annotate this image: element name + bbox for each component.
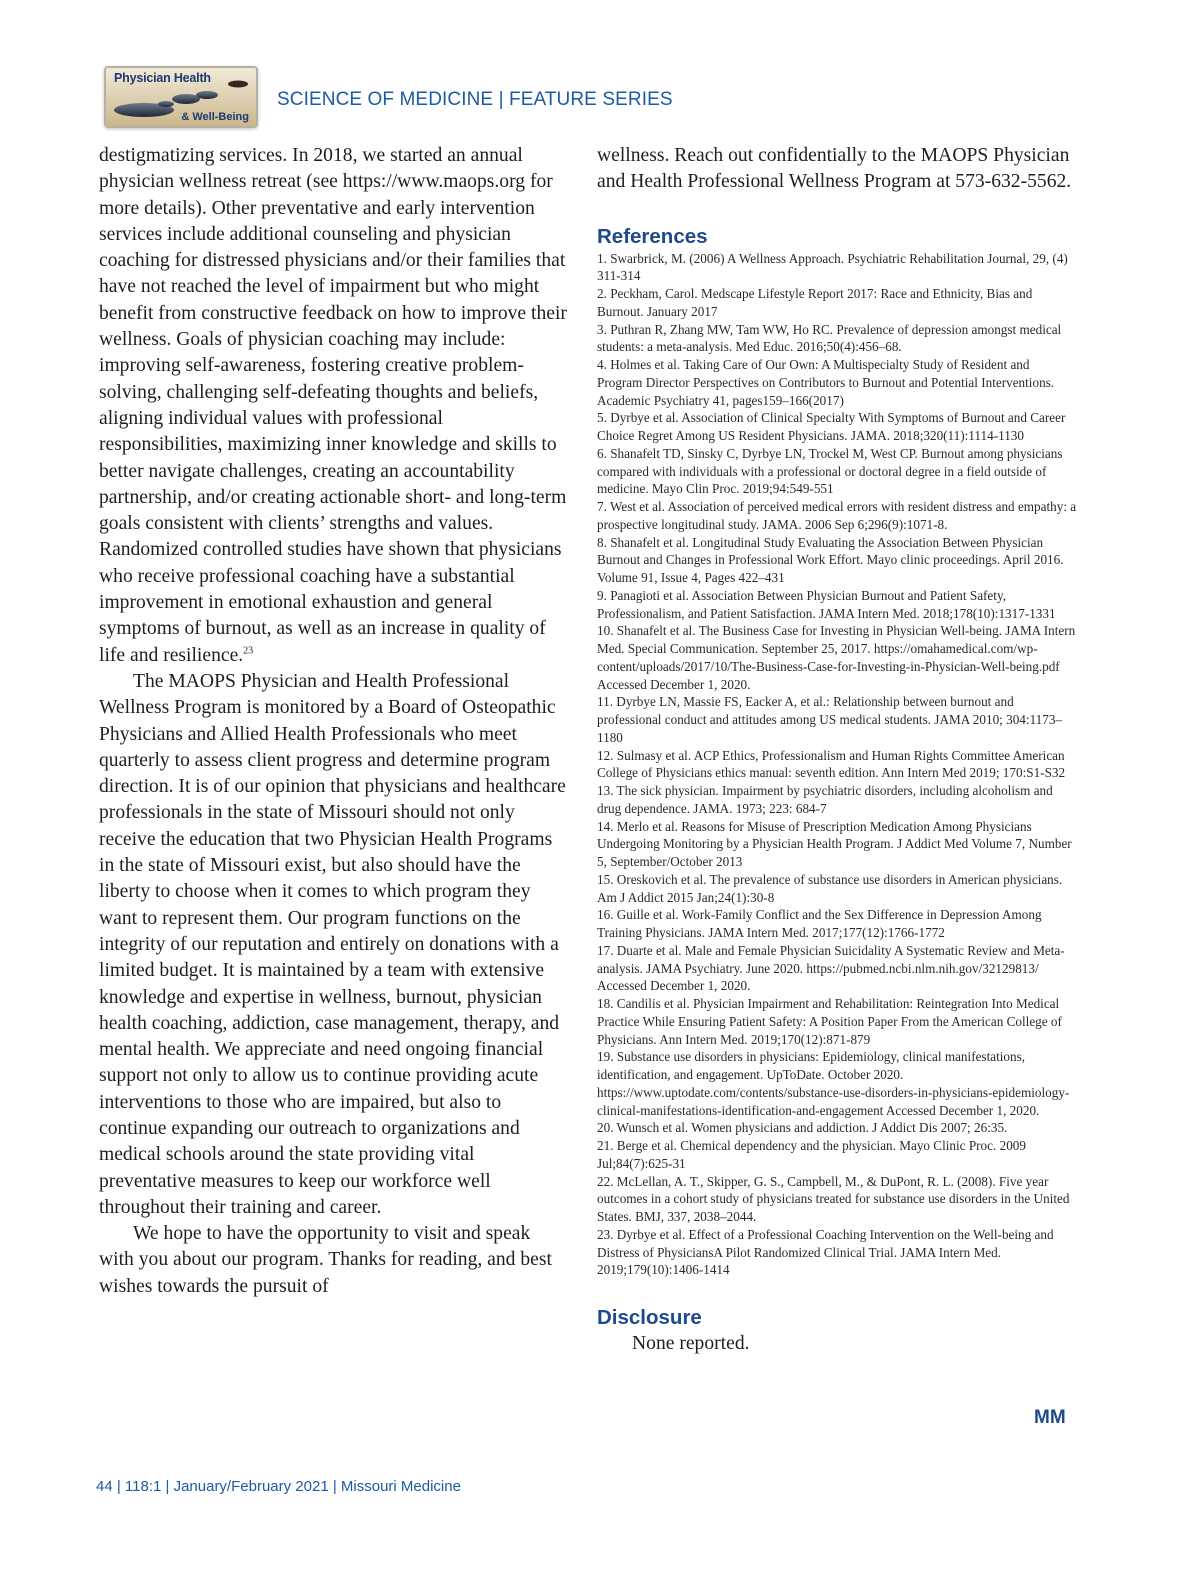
reference-item: 23. Dyrbye et al. Effect of a Professional Coaching Intervention on the Well-being and Distress of PhysiciansA Pilot Randomized Clinical Trial. JAMA Intern Med. 2019;179(10):1406-1414 (597, 1226, 1054, 1278)
logo-title: Physician Health (114, 71, 211, 85)
body-paragraph: We hope to have the opportunity to visit and speak with you about our program. Thanks for reading, and best wishes towards the pursuit of (99, 1223, 552, 1297)
left-column (99, 143, 569, 1300)
reference-item: 18. Candilis et al. Physician Impairment and Rehabilitation: Reintegration Into Medical Practice While Ensuring Patient Safety: A Position Paper From the American College of Physicians. Ann Intern Med. 2019;170(12):871-879 (597, 996, 1062, 1047)
reference-item: 17. Duarte et al. Male and Female Physician Suicidality A Systematic Review and Meta-analysis. JAMA Psychiatry. June 2020. https://pubmed.ncbi.nlm.nih.gov/32129813/ Accessed December 1, 2020. (597, 942, 1065, 994)
reference-item: 2. Peckham, Carol. Medscape Lifestyle Report 2017: Race and Ethnicity, Bias and Burnout. January 2017 (597, 286, 1033, 319)
page-header (104, 66, 804, 128)
reference-item: 3. Puthran R, Zhang MW, Tam WW, Ho RC. Prevalence of depression amongst medical students: a meta-analysis. Med Educ. 2016;50(4):456–68. (597, 321, 1062, 355)
right-column (597, 143, 1077, 1357)
reference-item: 19. Substance use disorders in physicians: Epidemiology, clinical manifestations, identification, and engagement. UpToDate. October 2020. https://www.uptodate.com/contents/substance-use-disorders-in-physicians-epidemiology-clinical-manifestations-identification-and-engagement Accessed December 1, 2020. (597, 1049, 1070, 1118)
reference-item: 22. McLellan, A. T., Skipper, G. S., Campbell, M., & DuPont, R. L. (2008). Five year outcomes in a cohort study of physicians treated for substance use disorders in the United States. BMJ, 337, 2038–2044. (597, 1173, 1070, 1225)
reference-item: 6. Shanafelt TD, Sinsky C, Dyrbye LN, Trockel M, West CP. Burnout among physicians compared with individuals with a professional or doctoral degree in a field outside of medicine. Mayo Clin Proc. 2019;94:549-551 (597, 445, 1063, 497)
reference-item: 11. Dyrbye LN, Massie FS, Eacker A, et al.: Relationship between burnout and professional conduct and attitudes among US medical students. JAMA 2010; 304:1173–1180 (597, 694, 1063, 745)
closing-paragraph: wellness. Reach out confidentially to the MAOPS Physician and Health Professional Wellness Program at 573-632-5562. (597, 145, 1072, 193)
references-list (597, 250, 1077, 1280)
reference-item: 10. Shanafelt et al. The Business Case for Investing in Physician Well-being. JAMA Intern Med. Special Communication. September 25, 2017. https://omahamedical.com/wp-content/uploads/2017/10/The-Business-Case-for-Investing-in-Physician-Well-being.pdf Accessed December 1, 2020. (597, 623, 1076, 692)
reference-item: 20. Wunsch et al. Women physicians and addiction. J Addict Dis 2007; 26:35. (597, 1120, 1008, 1136)
reference-item: 13. The sick physician. Impairment by psychiatric disorders, including alcoholism and drug dependence. JAMA. 1973; 223: 684-7 (597, 783, 1053, 816)
page-footer: 44 | 118:1 | January/February 2021 | Missouri Medicine (96, 1478, 461, 1495)
reference-item: 16. Guille et al. Work-Family Conflict and the Sex Difference in Depression Among Training Physicians. JAMA Intern Med. 2017;177(12):1766-1772 (597, 907, 1042, 941)
reference-item: 8. Shanafelt et al. Longitudinal Study Evaluating the Association Between Physician Burnout and Changes in Professional Work Effort. Mayo clinic proceedings. April 2016. Volume 91, Issue 4, Pages 422–431 (597, 534, 1064, 586)
paragraph-text: destigmatizing services. In 2018, we started an annual physician wellness retreat (see https://www.maops.org for more details). Other preventative and early intervention services include additional counseling and physician coaching for distressed physicians and/or their families that have not reached the level of impairment but who might benefit from constructive feedback on how to improve their wellness. Goals of physician coaching may include: improving self-awareness, fostering creative problem-solving, challenging self-defeating thoughts and beliefs, aligning individual values with professional responsibilities, maximizing inner knowledge and skills to better navigate challenges, creating an accountability partnership, and/or creating actionable short- and long-term goals consistent with clients’ strengths and values. Randomized controlled studies have shown that physicians who receive professional coaching have a substantial improvement in emotional exhaustion and general symptoms of burnout, as well as an increase in quality of life and resilience. (99, 145, 567, 666)
reference-item: 21. Berge et al. Chemical dependency and the physician. Mayo Clinic Proc. 2009 Jul;84(7):625-31 (597, 1138, 1026, 1171)
reference-item: 15. Oreskovich et al. The prevalence of substance use disorders in American physicians. Am J Addict 2015 Jan;24(1):30-8 (597, 871, 1063, 905)
reference-item: 5. Dyrbye et al. Association of Clinical Specialty With Symptoms of Burnout and Career Choice Regret Among US Resident Physicians. JAMA. 2018;320(11):1114-1130 (597, 410, 1066, 444)
reference-item: 12. Sulmasy et al. ACP Ethics, Professionalism and Human Rights Committee American College of Physicians ethics manual: seventh edition. Ann Intern Med 2019; 170:S1-S32 (597, 747, 1066, 781)
reference-item: 7. West et al. Association of perceived medical errors with resident distress and empathy: a prospective longitudinal study. JAMA. 2006 Sep 6;296(9):1071-8. (597, 499, 1077, 532)
reference-item: 9. Panagioti et al. Association Between Physician Burnout and Patient Safety, Professionalism, and Patient Satisfaction. JAMA Intern Med. 2018;178(10):1317-1331 (597, 587, 1056, 621)
body-paragraph: The MAOPS Physician and Health Professional Wellness Program is monitored by a Board of Osteopathic Physicians and Allied Health Professionals who meet quarterly to assess client progress and determine program direction. It is of our opinion that physicians and healthcare professionals in the state of Missouri should not only receive the education that two Physician Health Programs in the state of Missouri exist, but also should have the liberty to choose when it comes to which program they want to represent them. Our program functions on the integrity of our reputation and entirely on donations with a limited budget. It is maintained by a team with extensive knowledge and expertise in wellness, burnout, physician health coaching, addiction, case management, therapy, and mental health. We appreciate and need ongoing financial support not only to allow us to continue providing acute interventions to those who are impaired, but also to continue expanding our outreach to organizations and medical schools around the state providing vital preventative measures to keep our workforce well throughout their training and career. (99, 670, 566, 1218)
citation-superscript: 23 (243, 645, 254, 657)
body-paragraph (99, 143, 569, 669)
reference-item: 4. Holmes et al. Taking Care of Our Own: A Multispecialty Study of Resident and Program Director Perspectives on Contributors to Burnout and Potential Interventions. Academic Psychiatry 41, pages159–166(2017) (597, 357, 1055, 408)
series-title: SCIENCE OF MEDICINE | FEATURE SERIES (277, 89, 673, 110)
logo-subtitle: & Well-Being (181, 111, 249, 123)
physician-health-logo (104, 66, 258, 128)
end-mark: MM (1034, 1407, 1066, 1428)
reference-item: 1. Swarbrick, M. (2006) A Wellness Approach. Psychiatric Rehabilitation Journal, 29, (4) 311-314 (597, 250, 1068, 284)
disclosure-text: None reported. (632, 1333, 750, 1355)
reference-item: 14. Merlo et al. Reasons for Misuse of Prescription Medication Among Physicians Undergoing Monitoring by a Physician Health Program. J Addict Med Volume 7, Number 5, September/October 2013 (597, 818, 1072, 870)
references-heading: References (597, 224, 708, 248)
disclosure-heading: Disclosure (597, 1306, 702, 1330)
